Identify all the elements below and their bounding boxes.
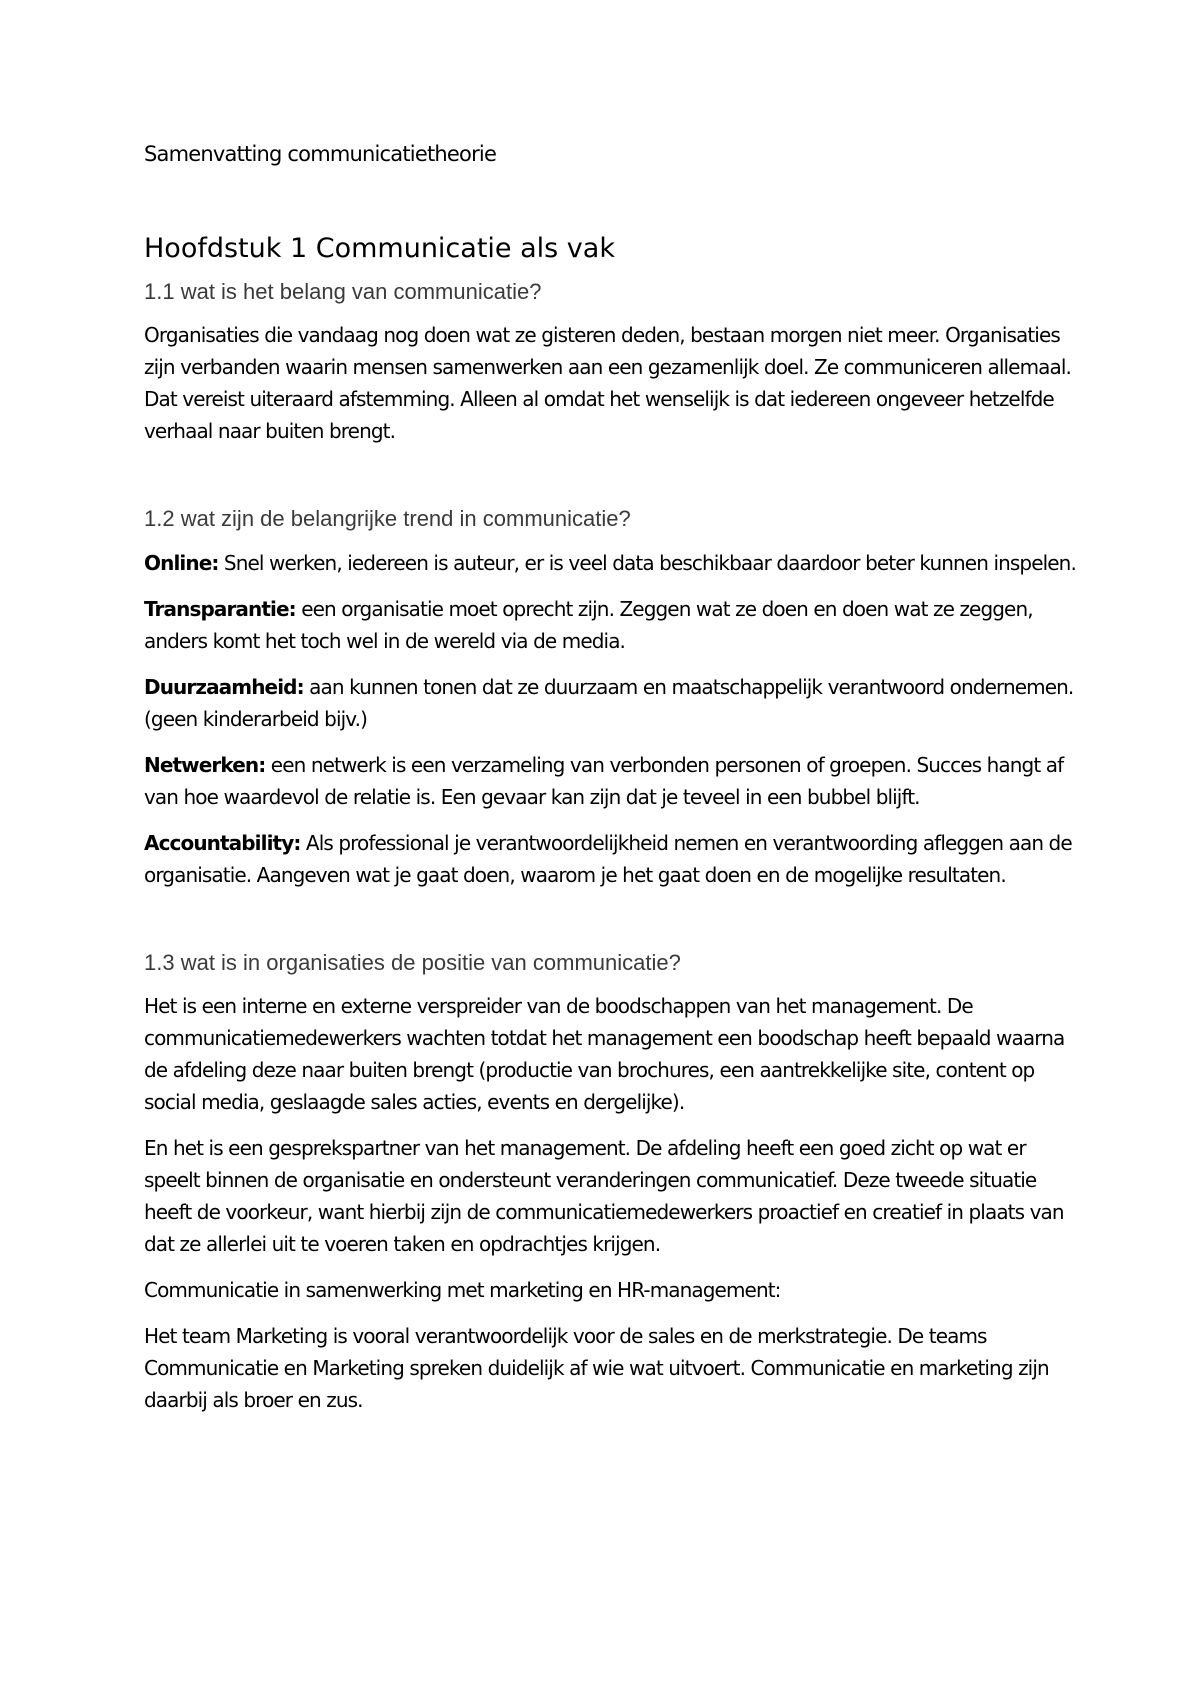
section-1-3-paragraph: Het team Marketing is vooral verantwoordelijk voor de sales en de merkstrategie. De teams Communicatie en Marketing spreken duidelijk af wie wat uitvoert. Communicatie en marketing zijn daarbij als broer en zus. [144,1324,1049,1413]
section-heading-1-3: 1.3 wat is in organisaties de positie van communicatie? [144,949,681,975]
section-heading-1-1: 1.1 wat is het belang van communicatie? [144,278,542,304]
trend-term: Transparantie: [144,596,296,621]
chapter-heading: Hoofdstuk 1 Communicatie als vak [144,233,615,265]
trend-term: Online: [144,550,219,575]
trend-transparantie [144,593,1084,657]
section-1-3-paragraph: En het is een gesprekspartner van het management. De afdeling heeft een goed zicht op wat er speelt binnen de organisatie en ondersteunt veranderingen communicatief. Deze tweede situatie heeft de voorkeur, want hierbij zijn de communicatiemedewerkers proactief en creatief in plaats van dat ze allerlei uit te voeren taken en opdrachtjes krijgen. [144,1136,1064,1257]
trend-text: aan kunnen tonen dat ze duurzaam en maatschappelijk verantwoord ondernemen. (geen kinderarbeid bijv.) [144,674,1074,731]
trend-duurzaamheid [144,671,1084,735]
trend-term: Netwerken: [144,752,266,777]
trend-text: een organisatie moet oprecht zijn. Zeggen wat ze doen en doen wat ze zeggen, anders komt het toch wel in de wereld via de media. [144,596,1033,653]
trend-netwerken [144,749,1084,813]
trend-text: Snel werken, iedereen is auteur, er is veel data beschikbaar daardoor beter kunnen inspelen. [218,550,1076,575]
trend-text: een netwerk is een verzameling van verbonden personen of groepen. Succes hangt af van hoe waardevol de relatie is. Een gevaar kan zijn dat je teveel in een bubbel blijft. [144,752,1064,809]
trend-online [144,547,1084,579]
document-page [144,142,1084,1430]
trend-accountability [144,827,1084,891]
trend-text: Als professional je verantwoordelijkheid nemen en verantwoording afleggen aan de organisatie. Aangeven wat je gaat doen, waarom je het gaat doen en de mogelijke resultaten. [144,830,1072,887]
section-1-1-paragraph: Organisaties die vandaag nog doen wat ze gisteren deden, bestaan morgen niet meer. Organisaties zijn verbanden waarin mensen samenwerken aan een gezamenlijk doel. Ze communiceren allemaal. Dat vereist uiteraard afstemming. Alleen al omdat het wenselijk is dat iedereen ongeveer hetzelfde verhaal naar buiten brengt. [144,323,1071,444]
section-1-3-paragraph: Het is een interne en externe verspreider van de boodschappen van het management. De communicatiemedewerkers wachten totdat het management een boodschap heeft bepaald waarna de afdeling deze naar buiten brengt (productie van brochures, een aantrekkelijke site, content op social media, geslaagde sales acties, events en dergelijke). [144,994,1065,1115]
section-1-3-paragraph: Communicatie in samenwerking met marketing en HR-management: [144,1278,781,1303]
trend-term: Accountability: [144,830,301,855]
section-heading-1-2: 1.2 wat zijn de belangrijke trend in communicatie? [144,506,631,532]
document-title: Samenvatting communicatietheorie [144,142,497,166]
trend-term: Duurzaamheid: [144,674,304,699]
